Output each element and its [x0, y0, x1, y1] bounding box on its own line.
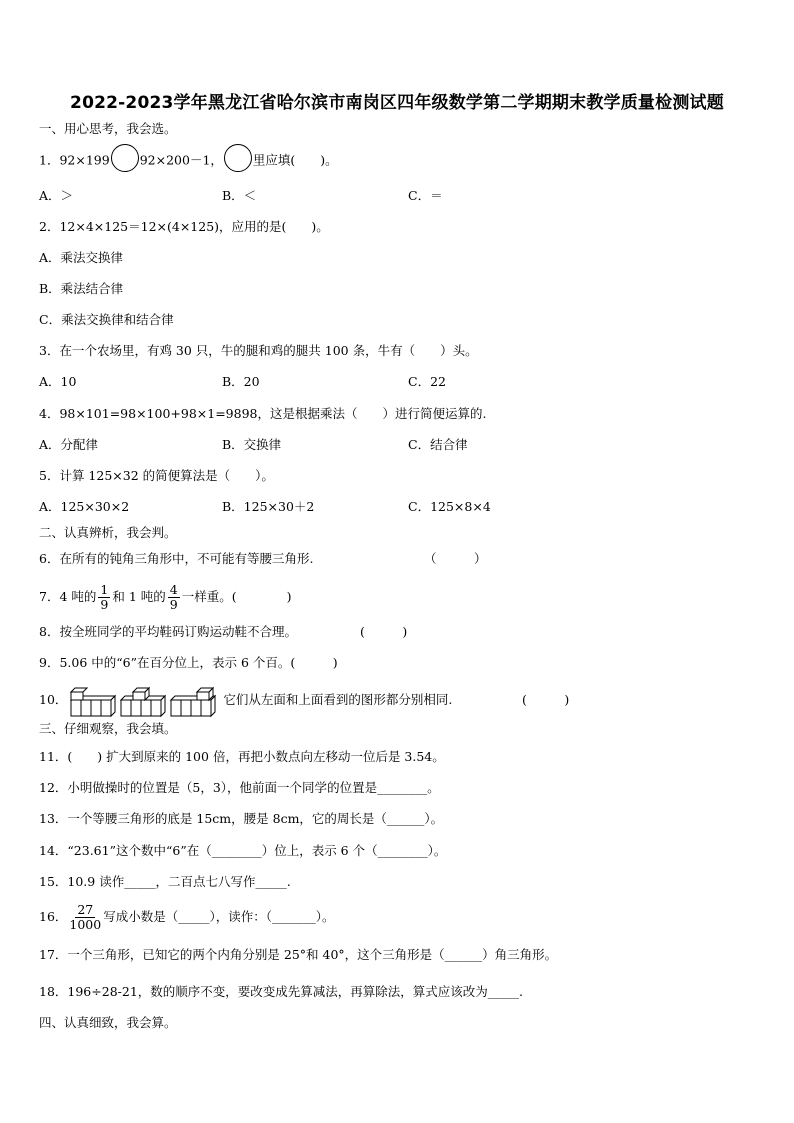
q2-option-a: A．乘法交换律: [39, 250, 124, 265]
q8-answer-paren: ( ): [360, 624, 408, 639]
q16-number: 16．: [39, 909, 68, 924]
fraction-27-over-1000: [69, 903, 101, 932]
q1-option-b: B．＜: [222, 188, 257, 203]
q8-text: 8．按全班同学的平均鞋码订购运动鞋不合理。: [39, 624, 297, 639]
question-11: 11．( ) 扩大到原来的 100 倍，再把小数点向左移动一位后是 3.54。: [39, 749, 445, 764]
q7-text-b: 和 1 吨的: [112, 589, 166, 604]
question-17: 17．一个三角形，已知它的两个内角分别是 25°和 40°，这个三角形是（______）角三角形。: [39, 947, 558, 962]
section-4-heading: 四、认真细致，我会算。: [39, 1015, 177, 1030]
question-2: 2．12×4×125＝12×(4×125)，应用的是( )。: [39, 219, 329, 234]
answer-circle: [224, 144, 252, 172]
question-14: 14．“23.61”这个数中“6”在（________）位上，表示 6 个（________）。: [39, 843, 447, 858]
fraction-denominator: 9: [100, 597, 109, 612]
fraction-numerator: 1: [100, 582, 109, 597]
answer-circle: [111, 144, 139, 172]
q5-option-a: A．125×30×2: [39, 499, 130, 514]
question-8: [39, 623, 297, 641]
question-5: 5．计算 125×32 的简便算法是（ ）。: [39, 468, 274, 483]
fraction-denominator: 1000: [69, 917, 102, 932]
question-16: [39, 899, 334, 935]
question-13: 13．一个等腰三角形的底是 15cm，腰是 8cm，它的周长是（______）。: [39, 811, 444, 826]
q10-number: 10．: [39, 692, 68, 707]
q4-option-b: B．交换律: [222, 437, 282, 452]
fraction-numerator: 27: [77, 902, 94, 917]
q1-text-c: 里应填( )。: [252, 152, 338, 168]
q5-option-c: C．125×8×4: [408, 499, 491, 514]
question-4: 4．98×101=98×100+98×1=9898，这是根据乘法（ ）进行简便运算的.: [39, 406, 487, 421]
fraction-denominator: 9: [169, 597, 178, 612]
question-1: [39, 150, 338, 172]
q16-text: 写成小数是（_____），读作：（_______）。: [103, 909, 335, 924]
q6-answer-paren: （ ）: [424, 551, 487, 566]
q3-option-a: A．10: [39, 374, 77, 389]
q4-option-c: C．结合律: [408, 437, 468, 452]
question-15: 15．10.9 读作_____，二百点七八写作_____.: [39, 874, 291, 889]
q6-text: 6．在所有的钝角三角形中，不可能有等腰三角形.: [39, 551, 314, 566]
question-10: [39, 682, 452, 718]
q2-option-c: C．乘法交换律和结合律: [39, 312, 174, 327]
q1-option-c: C．＝: [408, 188, 443, 203]
question-9: 9．5.06 中的“6”在百分位上，表示 6 个百。( ): [39, 655, 338, 670]
cube-figures-icon: [67, 684, 221, 718]
page-title: 2022-2023学年黑龙江省哈尔滨市南岗区四年级数学第二学期期末教学质量检测试题: [70, 93, 724, 113]
q1-text-b: 92×200－1，: [139, 152, 223, 168]
q7-text-a: 7．4 吨的: [39, 589, 97, 604]
q7-text-c: 一样重。( ): [181, 589, 292, 604]
q10-text: 它们从左面和上面看到的图形都分别相同.: [223, 692, 453, 707]
section-1-heading: 一、用心思考，我会选。: [39, 121, 177, 136]
section-3-heading: 三、仔细观察，我会填。: [39, 721, 177, 736]
fraction-one-ninth: [98, 583, 110, 612]
question-7: [39, 580, 291, 614]
q5-option-b: B．125×30＋2: [222, 499, 315, 514]
q4-option-a: A．分配律: [39, 437, 99, 452]
fraction-four-ninths: [168, 583, 180, 612]
q2-option-b: B．乘法结合律: [39, 281, 124, 296]
question-18: 18．196÷28-21，数的顺序不变，要改变成先算减法，再算除法，算式应该改为_____.: [39, 984, 523, 999]
q1-text-a: 1．92×199: [39, 152, 110, 168]
section-2-heading: 二、认真辨析，我会判。: [39, 525, 177, 540]
question-6: [39, 550, 313, 568]
q3-option-b: B．20: [222, 374, 260, 389]
q3-option-c: C．22: [408, 374, 446, 389]
question-12: 12．小明做操时的位置是（5，3），他前面一个同学的位置是________。: [39, 780, 440, 795]
q10-answer-paren: ( ): [522, 692, 570, 707]
question-3: 3．在一个农场里，有鸡 30 只，牛的腿和鸡的腿共 100 条，牛有（ ）头。: [39, 343, 478, 358]
q1-option-a: A．＞: [39, 188, 74, 203]
fraction-numerator: 4: [169, 582, 178, 597]
